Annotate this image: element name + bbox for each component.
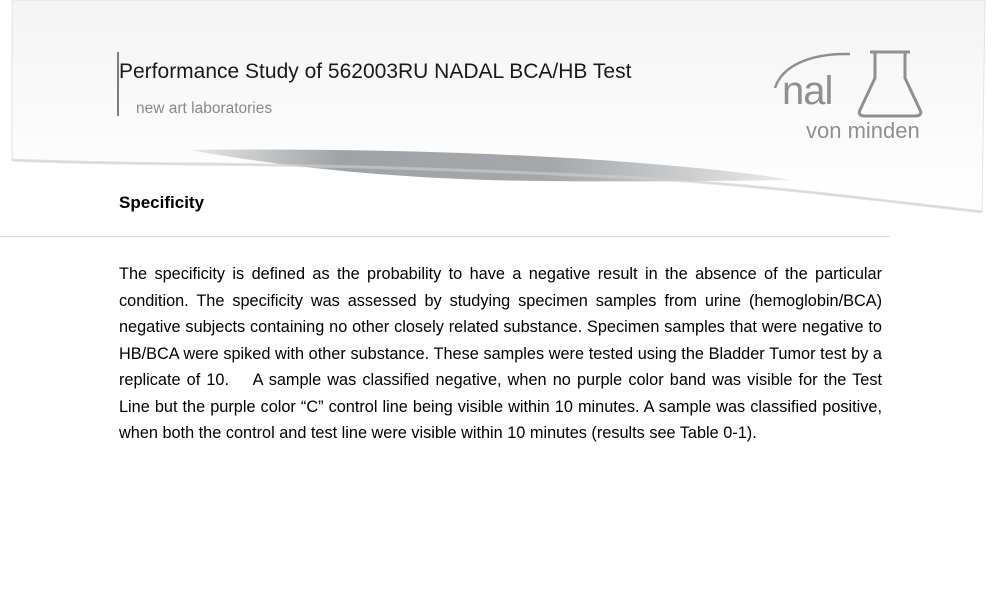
- divider: [0, 236, 890, 237]
- logo-text-von-minden: von minden: [806, 118, 920, 143]
- document-title: Performance Study of 562003RU NADAL BCA/HB Test: [119, 60, 632, 83]
- body-paragraph: The specificity is defined as the probability to have a negative result in the absence of the particular condition. The specificity was assessed by studying specimen samples from urine (hemoglobin/BCA) negative subjects containing no other closely related substance. Specimen samples that were negative to HB/BCA were spiked with other substance. These samples were tested using the Bladder Tumor test by a replicate of 10. A sample was classified negative, when no purple color band was visible for the Test Line but the purple color “C” control line being visible within 10 minutes. A sample was classified positive, when both the control and test line were visible within 10 minutes (results see Table 0-1).: [119, 265, 882, 442]
- logo-text-nal: nal: [782, 69, 833, 113]
- section-heading: Specificity: [119, 193, 205, 212]
- document-subtitle: new art laboratories: [136, 100, 273, 117]
- company-logo: [770, 48, 940, 148]
